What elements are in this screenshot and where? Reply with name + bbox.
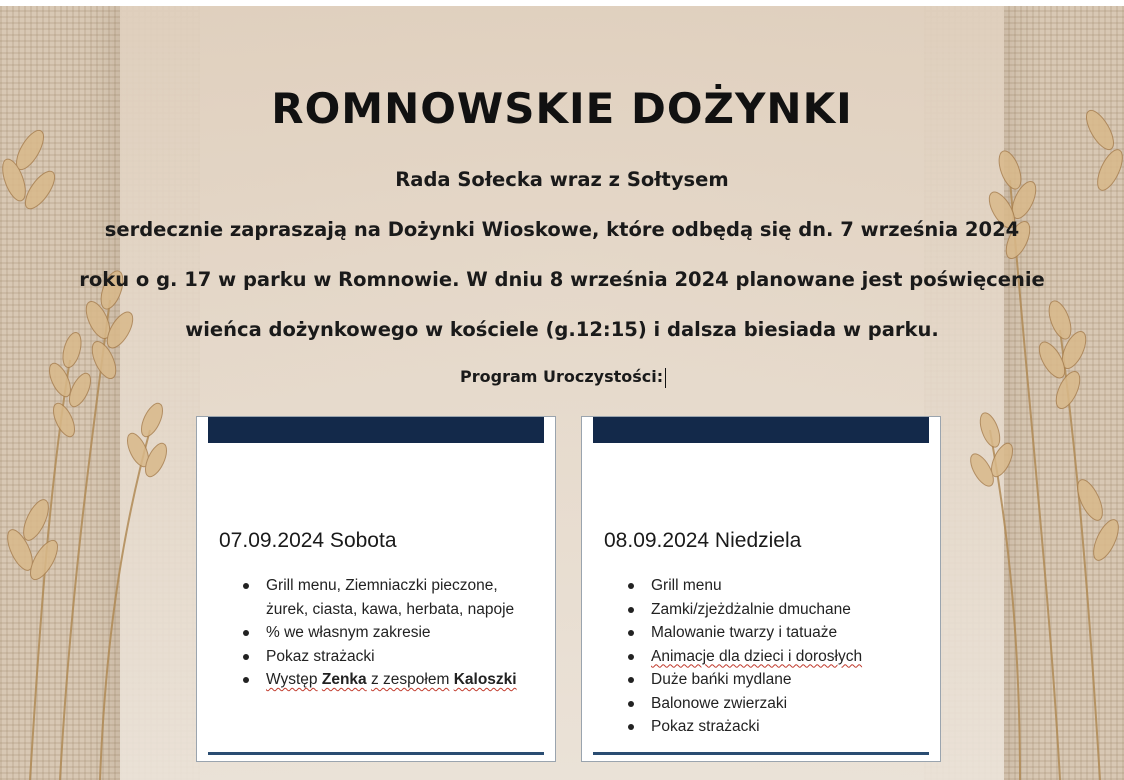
- list-item: Duże bańki mydlane: [628, 668, 926, 692]
- list-item: Pokaz strażacki: [243, 645, 541, 669]
- list-item: Zamki/zjeżdżalnie dmuchane: [628, 598, 926, 622]
- page-title: ROMNOWSKIE DOŻYNKI: [271, 84, 853, 133]
- day2-list: [628, 574, 926, 739]
- program-label: Program Uroczystości:: [460, 367, 664, 386]
- day1-date: 07.09.2024 Sobota: [219, 529, 397, 552]
- list-item: Malowanie twarzy i tatuaże: [628, 621, 926, 645]
- performance-middle: z zespołem: [370, 671, 450, 688]
- intro-line-2: serdecznie zapraszają na Dożynki Wioskowe, które odbędą się dn. 7 września 2024: [104, 218, 1020, 241]
- list-item: Grill menu, Ziemniaczki pieczone, żurek, ciasta, kawa, herbata, napoje: [243, 574, 541, 621]
- day1-list: [243, 574, 541, 692]
- list-item-text: Animacje dla dzieci i dorosłych: [651, 647, 863, 665]
- day2-card-header: [593, 417, 929, 443]
- list-item: Grill menu: [628, 574, 926, 598]
- list-item-performance: [243, 668, 541, 692]
- day2-card[interactable]: [581, 416, 941, 762]
- text-caret: [665, 368, 666, 388]
- list-item: % we własnym zakresie: [243, 621, 541, 645]
- day1-card[interactable]: [196, 416, 556, 762]
- day1-card-header: [208, 417, 544, 443]
- day2-card-footer: [593, 752, 929, 755]
- list-item: Balonowe zwierzaki: [628, 692, 926, 716]
- performance-prefix: Występ: [266, 671, 318, 688]
- band-name: Kaloszki: [453, 671, 517, 688]
- intro-line-4: wieńca dożynkowego w kościele (g.12:15) i dalsza biesiada w parku.: [185, 318, 939, 341]
- list-item: [628, 645, 926, 669]
- list-item: Pokaz strażacki: [628, 715, 926, 739]
- top-edge: [0, 0, 1124, 6]
- intro-line-1: Rada Sołecka wraz z Sołtysem: [395, 168, 729, 191]
- program-heading[interactable]: [460, 367, 666, 388]
- day2-date: 08.09.2024 Niedziela: [604, 529, 802, 552]
- day1-card-footer: [208, 752, 544, 755]
- intro-line-3: roku o g. 17 w parku w Romnowie. W dniu 8 września 2024 planowane jest poświęcenie: [79, 268, 1045, 291]
- performer-name: Zenka: [321, 671, 367, 688]
